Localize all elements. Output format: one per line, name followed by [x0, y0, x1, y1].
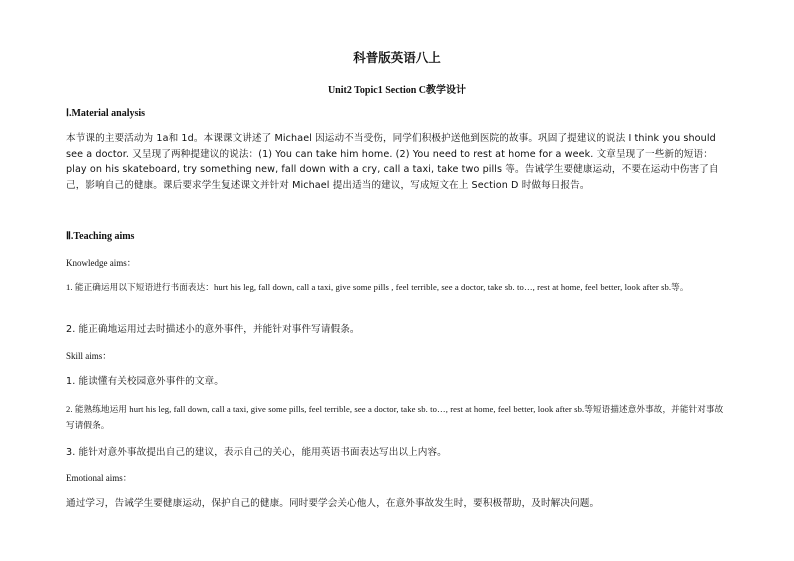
- emotional-aim-1: 通过学习，告诫学生要健康运动，保护自己的健康。同时要学会关心他人，在意外事故发生时，要积极帮助，及时解决问题。: [66, 498, 600, 509]
- section-heading-material-analysis: Ⅰ.Material analysis: [66, 108, 146, 119]
- skill-aim-3: 3. 能针对意外事故提出自己的建议，表示自己的关心，能用英语书面表达写出以上内容。: [66, 447, 447, 458]
- document-title: 科普版英语八上: [353, 50, 441, 65]
- document-subtitle: Unit2 Topic1 Section C教学设计: [327, 85, 467, 96]
- skill-aims-label: Skill aims：: [66, 351, 112, 361]
- knowledge-aim-1: 1. 能正确运用以下短语进行书面表达：hurt his leg, fall down, call a taxi, give some pills , feel terrible, see a doctor, take sb. to…, rest at home, feel better, look after sb.等。: [66, 282, 689, 292]
- section-heading-teaching-aims: Ⅱ.Teaching aims: [66, 231, 135, 242]
- material-analysis-paragraph: 本节课的主要活动为 1a和 1d。本课课文讲述了 Michael 因运动不当受伤，同学们积极护送他到医院的故事。巩固了提建议的说法 I think you should see a doctor. 又呈现了两种提建议的说法：(1) You can take him home. (2) You need to rest at home for a week. 文章呈现了一些新的短语：play on his skateboard, try something new, fall down with a cry, call a taxi, take two pills 等。告诫学生要健康运动，不要在运动中伤害了自己，影响自己的健康。课后要求学生复述课文并针对 Michael 提出适当的建议，写成短文在上 Section D 时做每日报告。: [66, 133, 719, 191]
- skill-aim-1: 1. 能读懂有关校园意外事件的文章。: [66, 376, 224, 387]
- skill-aim-2: 2. 能熟练地运用 hurt his leg, fall down, call a taxi, give some pills, feel terrible, see a doctor, take sb. to…, rest at home, feel better, look after sb.等短语描述意外事故，并能针对事故写请假条。: [66, 404, 724, 430]
- knowledge-aim-2: 2. 能正确地运用过去时描述小的意外事件，并能针对事件写请假条。: [66, 324, 360, 335]
- emotional-aims-label: Emotional aims：: [66, 473, 132, 483]
- knowledge-aims-label: Knowledge aims：: [66, 258, 136, 268]
